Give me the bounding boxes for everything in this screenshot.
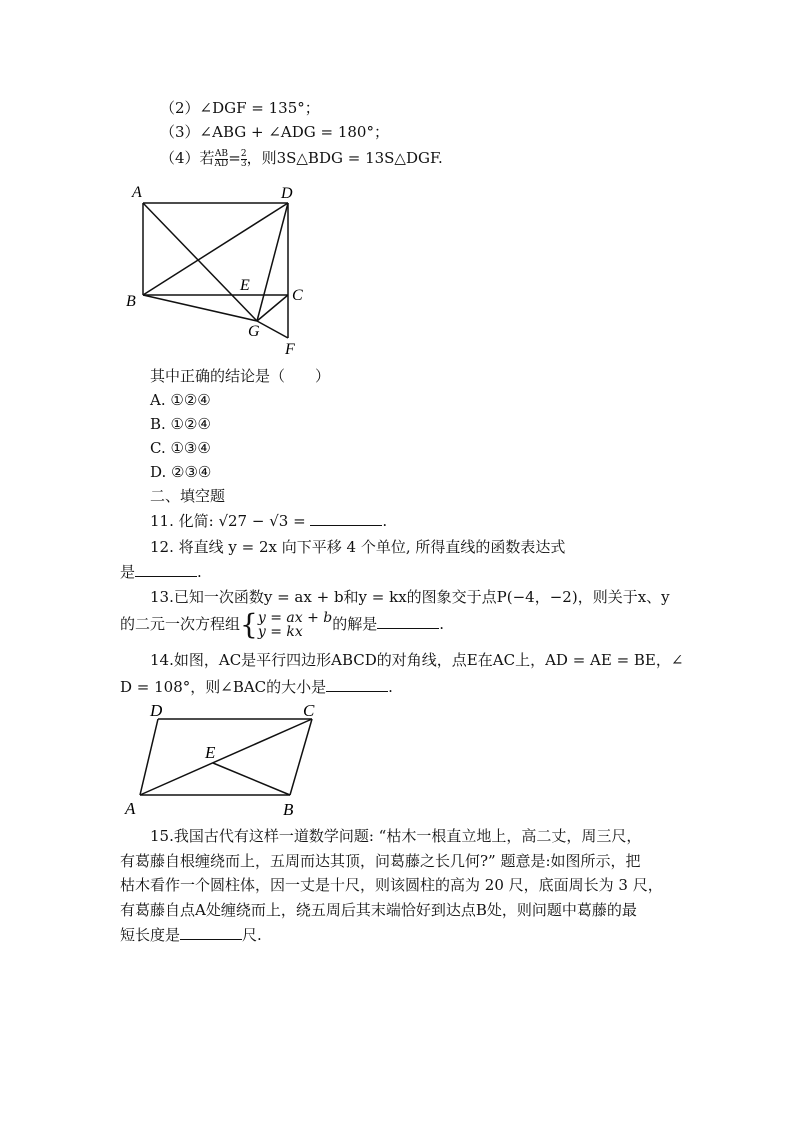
equals-sign: =	[228, 149, 241, 167]
question-12-line2	[120, 561, 202, 582]
question-14-text: D = 108°，则∠BAC的大小是	[120, 678, 327, 696]
question-15-line2: 有葛藤自根缠绕而上，五周而达其顶，问葛藤之长几何?” 题意是:如图所示，把	[120, 852, 641, 870]
choice-c: C. ①③④	[150, 439, 211, 457]
question-11-text: 11. 化简: √27 − √3 =	[150, 512, 306, 530]
question-13-suffix: 的解是	[332, 615, 378, 633]
choice-a: A. ①②④	[150, 391, 211, 409]
question-15-text: 短长度是	[120, 926, 181, 944]
segment-gf	[257, 321, 288, 338]
figure-rectangle-abcd	[120, 178, 320, 358]
question-prompt: 其中正确的结论是（ ）	[150, 367, 331, 385]
segment-ag	[143, 203, 257, 321]
period: .	[388, 678, 393, 696]
question-15-line5	[120, 924, 262, 945]
label-f: F	[285, 341, 295, 358]
question-13-line1: 13.已知一次函数y = ax + b和y = kx的图象交于点P(−4，−2)，则关于x、y	[150, 588, 670, 606]
label-a: A	[125, 799, 136, 818]
segment-ac	[140, 719, 312, 795]
segment-cg	[257, 295, 288, 321]
label-c: C	[292, 287, 303, 304]
fraction-denominator: 3	[240, 158, 247, 169]
answer-blank-15[interactable]	[180, 924, 242, 940]
label-c: C	[303, 701, 315, 720]
question-12-line1: 12. 将直线 y = 2x 向下平移 4 个单位, 所得直线的函数表达式	[150, 538, 566, 556]
question-13-text: 的二元一次方程组	[120, 615, 241, 633]
question-15-line1: 15.我国古代有这样一道数学问题: “枯木一根直立地上，高二丈，周三尺，	[150, 827, 642, 845]
question-12-text: 是	[120, 563, 136, 581]
choice-d: D. ②③④	[150, 463, 212, 481]
equation-2: y = kx	[257, 624, 303, 640]
statement-4-prefix: （4）若	[160, 149, 215, 167]
figure-parallelogram-abcd	[118, 698, 338, 823]
question-11	[150, 510, 387, 531]
question-15-unit: 尺.	[242, 926, 262, 944]
period: .	[439, 615, 445, 633]
answer-blank-14[interactable]	[326, 676, 388, 692]
fraction-denominator: AD	[214, 158, 229, 169]
answer-blank-12[interactable]	[135, 561, 197, 577]
period: .	[382, 512, 388, 530]
label-a: A	[132, 184, 142, 201]
segment-ad	[140, 719, 158, 795]
fraction-numerator: AB	[214, 148, 228, 159]
statement-3: （3）∠ABG + ∠ADG = 180°；	[160, 123, 389, 141]
question-13-line2	[120, 610, 444, 639]
question-15-line3: 枯木看作一个圆柱体，因一丈是十尺，则该圆柱的高为 20 尺，底面周长为 3 尺，	[120, 876, 663, 894]
segment-bd	[143, 203, 288, 295]
statement-2: （2）∠DGF = 135°；	[160, 99, 320, 117]
equation-1: y = ax + b	[257, 610, 333, 626]
section-title: 二、填空题	[150, 487, 226, 505]
label-d: D	[281, 185, 293, 202]
fraction-ab-ad	[215, 150, 229, 169]
question-15-line4: 有葛藤自点A处缠绕而上，绕五周后其末端恰好到达点B处，则问题中葛藤的最	[120, 901, 637, 919]
segment-eb	[213, 763, 290, 795]
label-e: E	[205, 743, 216, 762]
answer-blank-13[interactable]	[377, 613, 439, 629]
segment-dg	[257, 203, 288, 321]
statement-4-suffix: ，则3S△BDG = 13S△DGF.	[246, 149, 443, 167]
label-g: G	[248, 323, 260, 340]
answer-blank-11[interactable]	[310, 510, 382, 526]
question-14-line1: 14.如图，AC是平行四边形ABCD的对角线，点E在AC上，AD = AE = BE，∠	[150, 651, 684, 669]
label-d: D	[150, 701, 163, 720]
period: .	[197, 563, 202, 581]
equation-system	[258, 611, 332, 639]
label-e: E	[240, 277, 250, 294]
segment-bg	[143, 295, 257, 321]
label-b: B	[126, 293, 136, 310]
fraction-numerator: 2	[240, 148, 247, 159]
statement-4	[160, 148, 443, 169]
choice-b: B. ①②④	[150, 415, 211, 433]
question-14-line2	[120, 676, 393, 697]
label-b: B	[283, 800, 294, 819]
brace-icon: {	[240, 608, 258, 641]
segment-bc	[290, 719, 312, 795]
